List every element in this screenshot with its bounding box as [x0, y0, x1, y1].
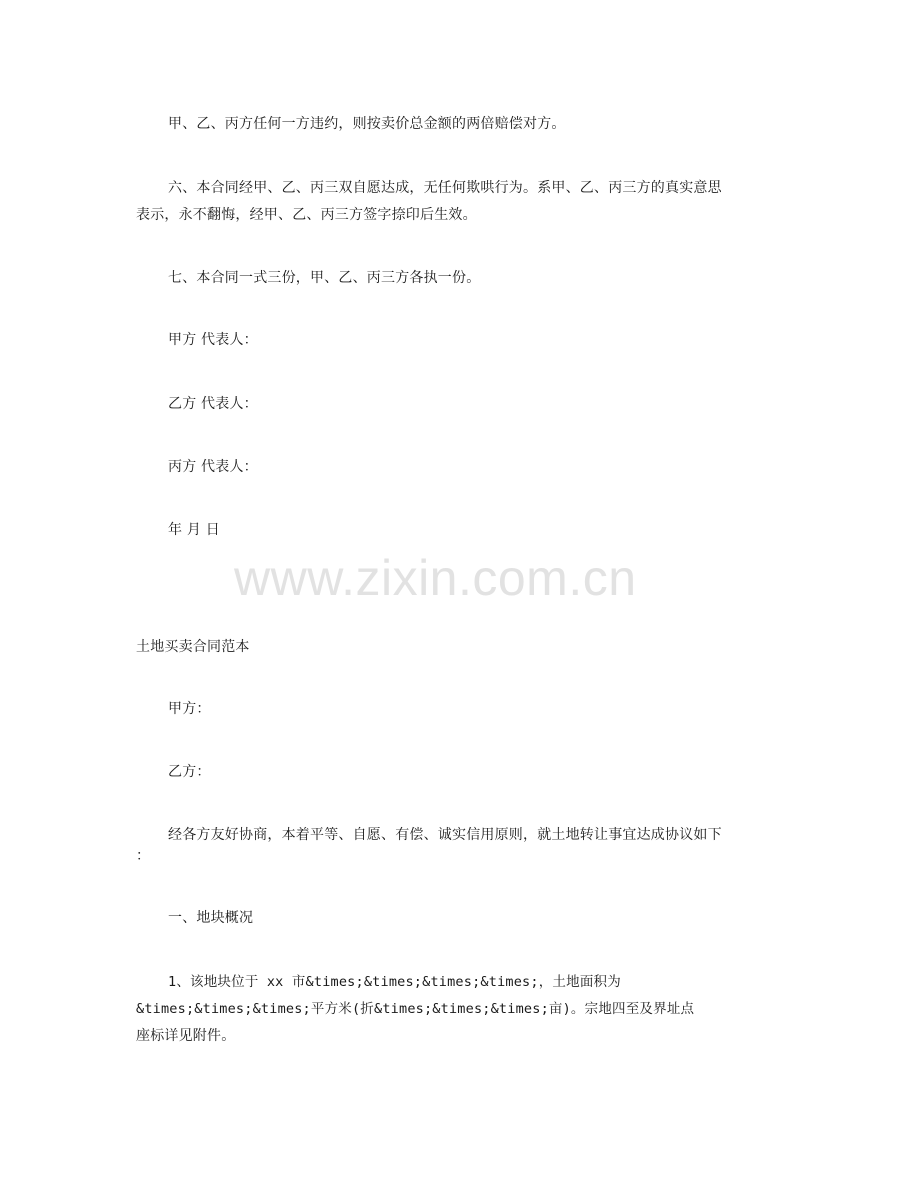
clause-six-line2: 表示，永不翻悔，经甲、乙、丙三方签字捺印后生效。 — [136, 207, 477, 223]
contract-title: 土地买卖合同范本 — [136, 639, 250, 655]
party-a-label: 甲方： — [168, 701, 211, 717]
clause-seven-text: 七、本合同一式三份，甲、乙、丙三方各执一份。 — [168, 270, 481, 286]
signature-party-c: 丙方 代表人： — [168, 459, 258, 475]
watermark-text: www.zixin.com.cn — [234, 550, 637, 606]
section-one-heading: 一、地块概况 — [168, 910, 254, 926]
breach-clause-text: 甲、乙、丙方任何一方违约，则按卖价总金额的两倍赔偿对方。 — [168, 116, 566, 132]
signature-date: 年 月 日 — [168, 522, 220, 538]
clause-one-line3: 座标详见附件。 — [136, 1028, 236, 1044]
signature-party-b: 乙方 代表人： — [168, 396, 258, 412]
party-b-label: 乙方： — [168, 764, 211, 780]
clause-one-line1: 1、该地块位于 xx 市&times;&times;&times;&times;，土地面积为 — [168, 974, 621, 990]
clause-six-line1: 六、本合同经甲、乙、丙三双自愿达成，无任何欺哄行为。系甲、乙、丙三方的真实意思 — [168, 180, 722, 196]
clause-one-line2: &times;&times;&times;平方米(折&times;&times;&times;亩)。宗地四至及界址点 — [136, 1001, 695, 1017]
intro-line2: ： — [136, 848, 151, 864]
intro-line1: 经各方友好协商，本着平等、自愿、有偿、诚实信用原则，就土地转让事宜达成协议如下 — [168, 827, 722, 843]
signature-party-a: 甲方 代表人： — [168, 332, 258, 348]
